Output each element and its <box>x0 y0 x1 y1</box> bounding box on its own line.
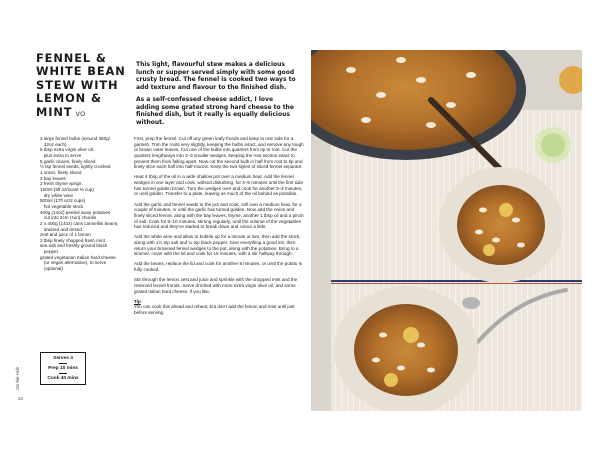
intro-paragraph: As a self-confessed cheese addict, I love adding some grated strong hard cheese to the finished dish, but it really is equally delicious without. <box>136 95 294 126</box>
tip-text: You can cook this ahead and reheat, but don't add the lemon and mint until just before serving. <box>134 304 295 316</box>
recipe-title-text: FENNEL & WHITE BEAN STEW WITH LEMON & MINT <box>36 51 126 119</box>
cook-time: Cook 40 mins <box>47 376 79 381</box>
method-step: Add the white wine and allow to bubble up for a minute or two, then add the stock, along with 1½ tsp salt and ¼ tsp black pepper. Give everything a good stir, then return your browned fennel wedges to the pot, along with the potatoes. Bring to a simmer, cover with the lid and cook for 15 minutes, with a stir halfway through. <box>134 234 301 257</box>
ingredient-item: 12oz each) <box>40 141 67 147</box>
serves-text: Serves 4 <box>53 356 73 361</box>
ingredient-item: hot vegetable stock <box>40 203 84 209</box>
serves-box <box>40 352 86 385</box>
method-step: Add the beans, replace the lid and cook for another 8 minutes, or until the potato is fully cooked. <box>134 261 303 273</box>
ingredient-item: sea salt and freshly ground black <box>40 243 108 249</box>
ingredient-item: drained and rinsed <box>40 226 82 232</box>
method-step: Add the garlic and fennel seeds to the pot and cook, still over a medium heat, for a couple of minutes, or until the garlic has turned golden. Now add the onion and finely sliced fennel, along with the bay leaves, thyme, another 1 tbsp oil and a pinch of salt. Cook for 8–10 minutes, stirring regularly, until the volume of the vegetables has reduced and they've started to break down and colour a little. <box>134 201 304 230</box>
ingredient-item: (optional) <box>40 266 63 272</box>
ingredient-item: 150ml (5fl oz/scant ⅔ cup) <box>40 186 94 192</box>
ingredient-item: 2 fresh thyme sprigs <box>40 181 82 187</box>
ingredient-item: 5 garlic cloves, finely sliced <box>40 158 96 164</box>
page-number: 24 <box>18 396 24 401</box>
ingredient-item: dry white wine <box>40 192 73 198</box>
ingredient-item: 500ml (17fl oz/2 cups) <box>40 198 86 204</box>
section-label: On the Hob <box>15 366 20 390</box>
method-step: Stir through the lemon zest and juice and sprinkle with the chopped mint and the reserved fennel fronds. Serve drizzled with more extra virgin olive oil, and some grated Italian hard cheese, if you like. <box>134 277 298 294</box>
ingredient-item: grated vegetarian Italian hard cheese <box>40 254 116 260</box>
ingredient-item: 2 x 400g (14oz) cans cannellini beans, <box>40 220 119 226</box>
method-steps <box>134 136 304 320</box>
ingredient-item: pepper <box>40 249 59 255</box>
ingredient-item: plus extra to serve <box>40 152 82 158</box>
ingredient-item: 2 tbsp finely chopped fresh mint <box>40 237 105 243</box>
prep-time: Prep 10 mins <box>48 366 78 371</box>
ingredient-item: cut into 2cm (¾in) chunks <box>40 215 97 221</box>
ingredient-item: 5 tbsp extra virgin olive oil, <box>40 147 95 153</box>
intro-paragraph: This light, flavourful stew makes a delicious lunch or supper served simply with some good crusty bread. The fennel is cooked two ways to add texture and flavour to the finished dish. <box>136 61 296 92</box>
divider <box>59 373 67 374</box>
ingredient-item: 2 large fennel bulbs (around 350g/ <box>40 136 110 141</box>
ingredient-item: ½ tsp fennel seeds, lightly crushed <box>40 164 111 170</box>
diet-tag: VO <box>75 109 86 118</box>
food-photo-illustration <box>311 50 582 411</box>
ingredient-item: 400g (14oz) peeled waxy potatoes <box>40 209 111 215</box>
food-photo <box>311 50 582 411</box>
ingredient-item: zest and juice of 1 lemon <box>40 232 91 238</box>
method-step: First, prep the fennel. Cut off any green leafy fronds and keep to one side for a garnish. Trim the roots very slightly, keeping the bulbs intact, and remove any tough or brown outer leaves. Cut one of the bulbs into quarters from tip to root. Cut the quarters lengthways into 2–3 smaller wedges, keeping the root section intact to prevent them from falling apart. Now cut the second bulb in half from root to tip and finely slice each half into half-moons. Keep the two styles of sliced fennel separate. <box>134 136 304 170</box>
divider <box>59 363 67 364</box>
recipe-intro <box>136 61 296 131</box>
ingredient-item: (or vegan alternative), to serve <box>40 260 107 266</box>
ingredients-list <box>40 136 134 272</box>
method-step: Heat 4 tbsp of the oil in a wide shallow pot over a medium heat. Add the fennel wedges in one layer and cook, without disturbing, for 4–5 minutes until the first side has turned golden brown. Turn the wedges over and cook for another 3–4 minutes, or until golden. Transfer to a plate, leaving as much of the oil behind as possible. <box>134 174 304 197</box>
ingredient-item: 1 onion, finely sliced <box>40 169 82 175</box>
tip-heading: Tip <box>134 298 141 304</box>
ingredient-item: 2 bay leaves <box>40 175 66 181</box>
recipe-title <box>36 52 136 121</box>
